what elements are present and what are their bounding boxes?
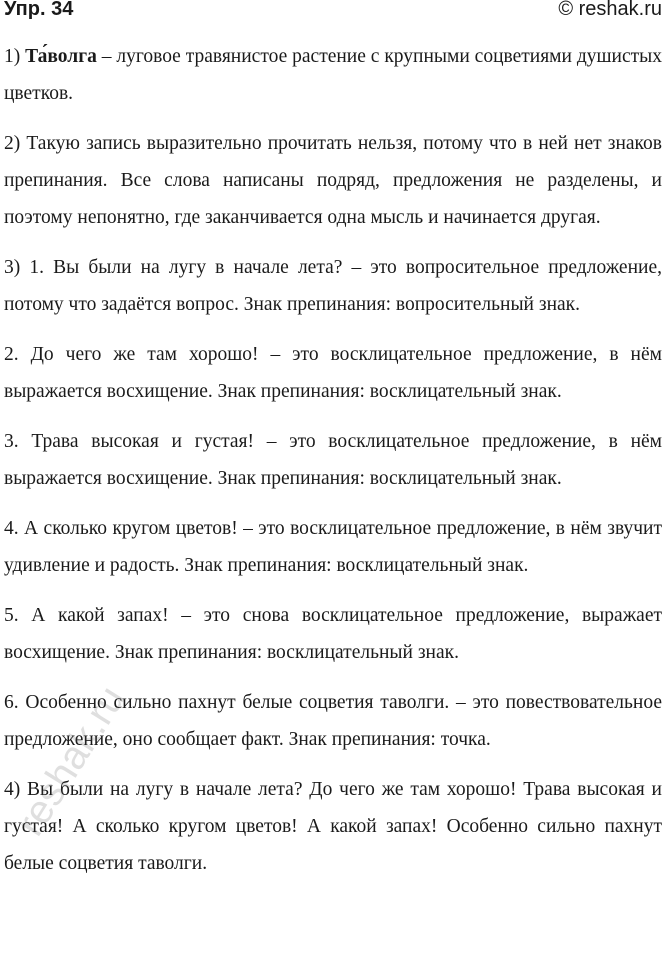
term-tavolga: Та́волга	[25, 46, 97, 67]
answer-paragraph-1	[4, 38, 662, 112]
page-header	[0, 0, 666, 28]
answer-paragraph-7: 5. А какой запах! – это снова восклицательное предложение, выражает восхищение. Знак препинания: восклицательный знак.	[4, 605, 662, 663]
paragraph-number: 1)	[4, 46, 26, 67]
answer-paragraph-8: 6. Особенно сильно пахнут белые соцветия таволги. – это повествовательное предложение, оно сообщает факт. Знак препинания: точка.	[4, 692, 662, 750]
watermark: reshak.ru	[8, 678, 134, 844]
answer-paragraph-9: 4) Вы были на лугу в начале лета? До чего же там хорошо! Трава высокая и густая! А сколько кругом цветов! А какой запах! Особенно сильно пахнут белые соцветия таволги.	[4, 779, 662, 874]
answer-paragraph-4: 2. До чего же там хорошо! – это восклицательное предложение, в нём выражается восхищение. Знак препинания: восклицательный знак.	[4, 344, 662, 402]
exercise-title: Упр. 34	[4, 0, 74, 20]
site-credit: © reshak.ru	[558, 0, 662, 20]
answer-text	[4, 38, 662, 895]
definition-text: – луговое травянистое растение с крупными соцветиями душистых цветков.	[4, 46, 662, 104]
answer-paragraph-3: 3) 1. Вы были на лугу в начале лета? – это вопросительное предложение, потому что задаётся вопрос. Знак препинания: вопросительный знак.	[4, 257, 662, 315]
answer-paragraph-5: 3. Трава высокая и густая! – это восклицательное предложение, в нём выражается восхищение. Знак препинания: восклицательный знак.	[4, 431, 662, 489]
answer-paragraph-6: 4. А сколько кругом цветов! – это восклицательное предложение, в нём звучит удивление и радость. Знак препинания: восклицательный знак.	[4, 518, 662, 576]
answer-paragraph-2: 2) Такую запись выразительно прочитать нельзя, потому что в ней нет знаков препинания. Все слова написаны подряд, предложения не разделены, и поэтому непонятно, где заканчивается одна мысль и начинается другая.	[4, 133, 662, 228]
